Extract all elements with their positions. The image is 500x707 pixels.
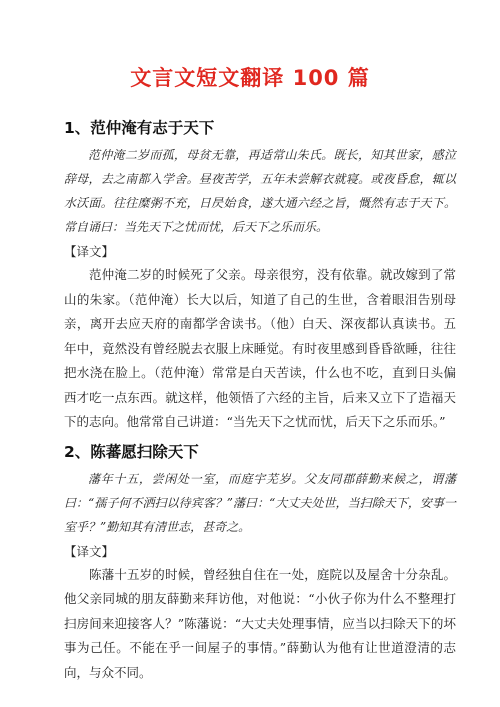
section-2-translation-text: 陈藩十五岁的时候，曾经独自住在一处，庭院以及屋舍十分杂乱。他父亲同城的朋友薛勤来拜访他，对他说：“小伙子你为什么不整理打扫房间来迎接客人？”陈藩说：“大丈夫处理事情，应当以扫除天下的坏事为己任。不能在乎一间屋子的事情。”薛勤认为他有让世道澄清的志向，与众不同。 [64,566,456,680]
document-title: 文言文短文翻译 100 篇 [130,66,370,90]
section-1-original-text: 范仲淹二岁而孤，母贫无靠，再适常山朱氏。既长，知其世家，感泣辞母，去之南都入学舍。昼夜苦学，五年未尝解衣就寝。或夜昏怠，辄以水沃面。往往糜粥不充，日昃始食，遂大通六经之旨，慨然有志于天下。常自诵曰：当先天下之忧而忧，后天下之乐而乐。 [64,148,456,234]
section-1-heading: 1、范仲淹有志于天下 [64,119,215,137]
section-2-translation-label: 【译文】 [64,543,115,559]
section-1-translation-text: 范仲淹二岁的时候死了父亲。母亲很穷，没有依靠。就改嫁到了常山的朱家。（范仲淹）长大以后，知道了自己的生世，含着眼泪告别母亲，离开去应天府的南都学舍读书。（他）白天、深夜都认真读书。五年中，竟然没有曾经脱去衣服上床睡觉。有时夜里感到昏昏欲睡，往往把水浇在脸上。（范仲淹）常常是白天苦读，什么也不吃，直到日头偏西才吃一点东西。就这样，他领悟了六经的主旨，后来又立下了造福天下的志向。他常常自己讲道：“当先天下之忧而忧，后天下之乐而乐。” [64,267,456,429]
section-1-translation-label: 【译文】 [64,244,115,259]
section-2-heading: 2、陈蕃愿扫除天下 [64,442,199,461]
section-2-original-text: 藩年十五，尝闲处一室，而庭宇芜岁。父友同郡薛勤来候之，谓藩曰：“孺子何不洒扫以待宾客？”藩曰：“大丈夫处世，当扫除天下，安事一室乎？”勤知其有清世志，甚奇之。 [64,471,456,534]
